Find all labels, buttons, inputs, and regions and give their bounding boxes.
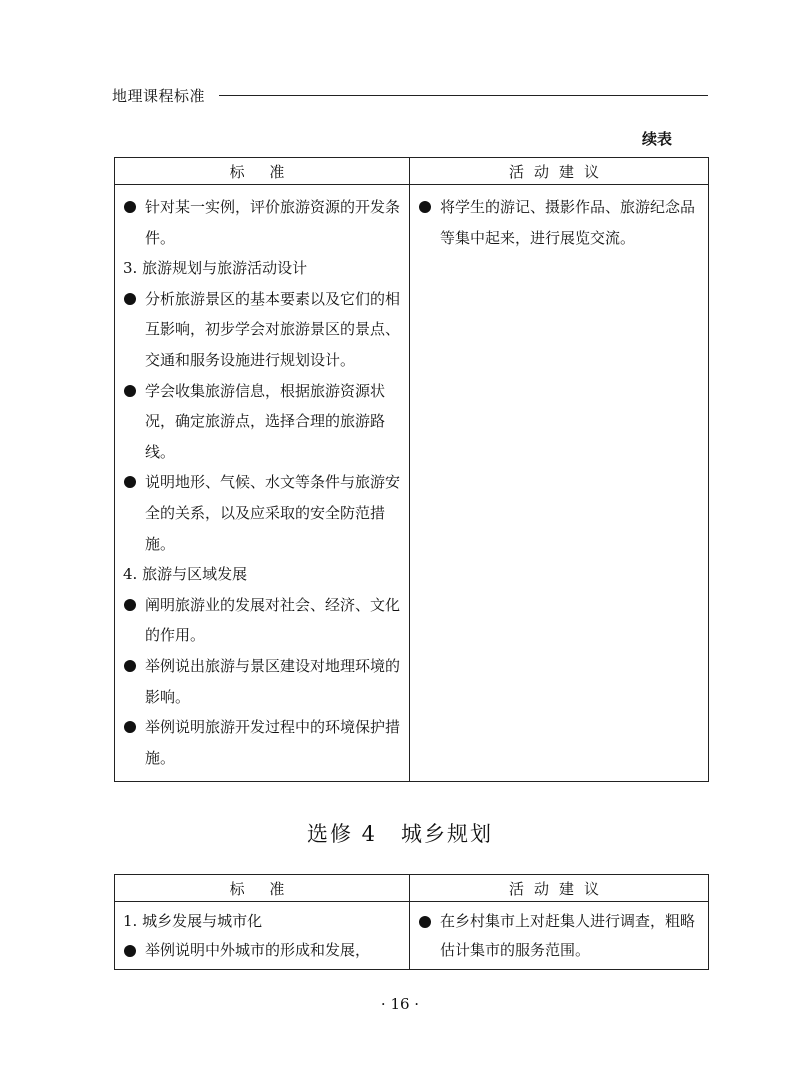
continued-label: 续表 <box>641 130 672 148</box>
standard-list <box>115 185 409 781</box>
list-item: 举例说明旅游开发过程中的环境保护措施。 <box>123 712 403 773</box>
page-number: · 16 · <box>380 995 420 1013</box>
standards-table-2 <box>114 874 709 970</box>
section-number: 选修 4 <box>306 822 378 846</box>
list-item: 分析旅游景区的基本要素以及它们的相互影响，初步学会对旅游景区的景点、交通和服务设施进行规划设计。 <box>123 284 403 376</box>
subsection-heading: 4. 旅游与区域发展 <box>123 565 248 584</box>
list-item: 阐明旅游业的发展对社会、经济、文化的作用。 <box>123 590 403 651</box>
activity-cell <box>410 902 709 970</box>
column-header-activity: 活动建议 <box>410 158 709 185</box>
subsection-heading: 1. 城乡发展与城市化 <box>123 912 263 930</box>
activity-list <box>410 902 708 969</box>
subsection-heading: 3. 旅游规划与旅游活动设计 <box>123 259 308 278</box>
standard-cell <box>115 902 410 970</box>
column-header-activity: 活动建议 <box>410 875 709 902</box>
standard-cell <box>115 185 410 782</box>
column-header-standard: 标 准 <box>115 875 410 902</box>
table-header-row <box>115 875 709 902</box>
table-row <box>115 902 709 970</box>
list-item: 举例说出旅游与景区建设对地理环境的影响。 <box>123 651 403 712</box>
table-row <box>115 185 709 782</box>
standard-list <box>115 902 409 969</box>
list-item: 说明地形、气候、水文等条件与旅游安全的关系，以及应采取的安全防范措施。 <box>123 467 403 559</box>
activity-list <box>410 185 708 261</box>
column-header-standard: 标 准 <box>115 158 410 185</box>
list-item: 在乡村集市上对赶集人进行调查，粗略估计集市的服务范围。 <box>418 907 702 965</box>
header-rule <box>219 95 708 96</box>
list-item: 针对某一实例，评价旅游资源的开发条件。 <box>123 192 403 253</box>
running-title: 地理课程标准 <box>112 86 206 105</box>
list-item: 举例说明中外城市的形成和发展， <box>123 936 403 965</box>
running-header <box>112 84 708 106</box>
standards-table-1 <box>114 157 709 782</box>
list-item: 学会收集旅游信息，根据旅游资源状况，确定旅游点，选择合理的旅游路线。 <box>123 376 403 468</box>
table-header-row <box>115 158 709 185</box>
section-name: 城乡规划 <box>401 822 494 846</box>
list-item: 将学生的游记、摄影作品、旅游纪念品等集中起来，进行展览交流。 <box>418 192 702 253</box>
activity-cell <box>410 185 709 782</box>
section-title <box>0 818 800 848</box>
